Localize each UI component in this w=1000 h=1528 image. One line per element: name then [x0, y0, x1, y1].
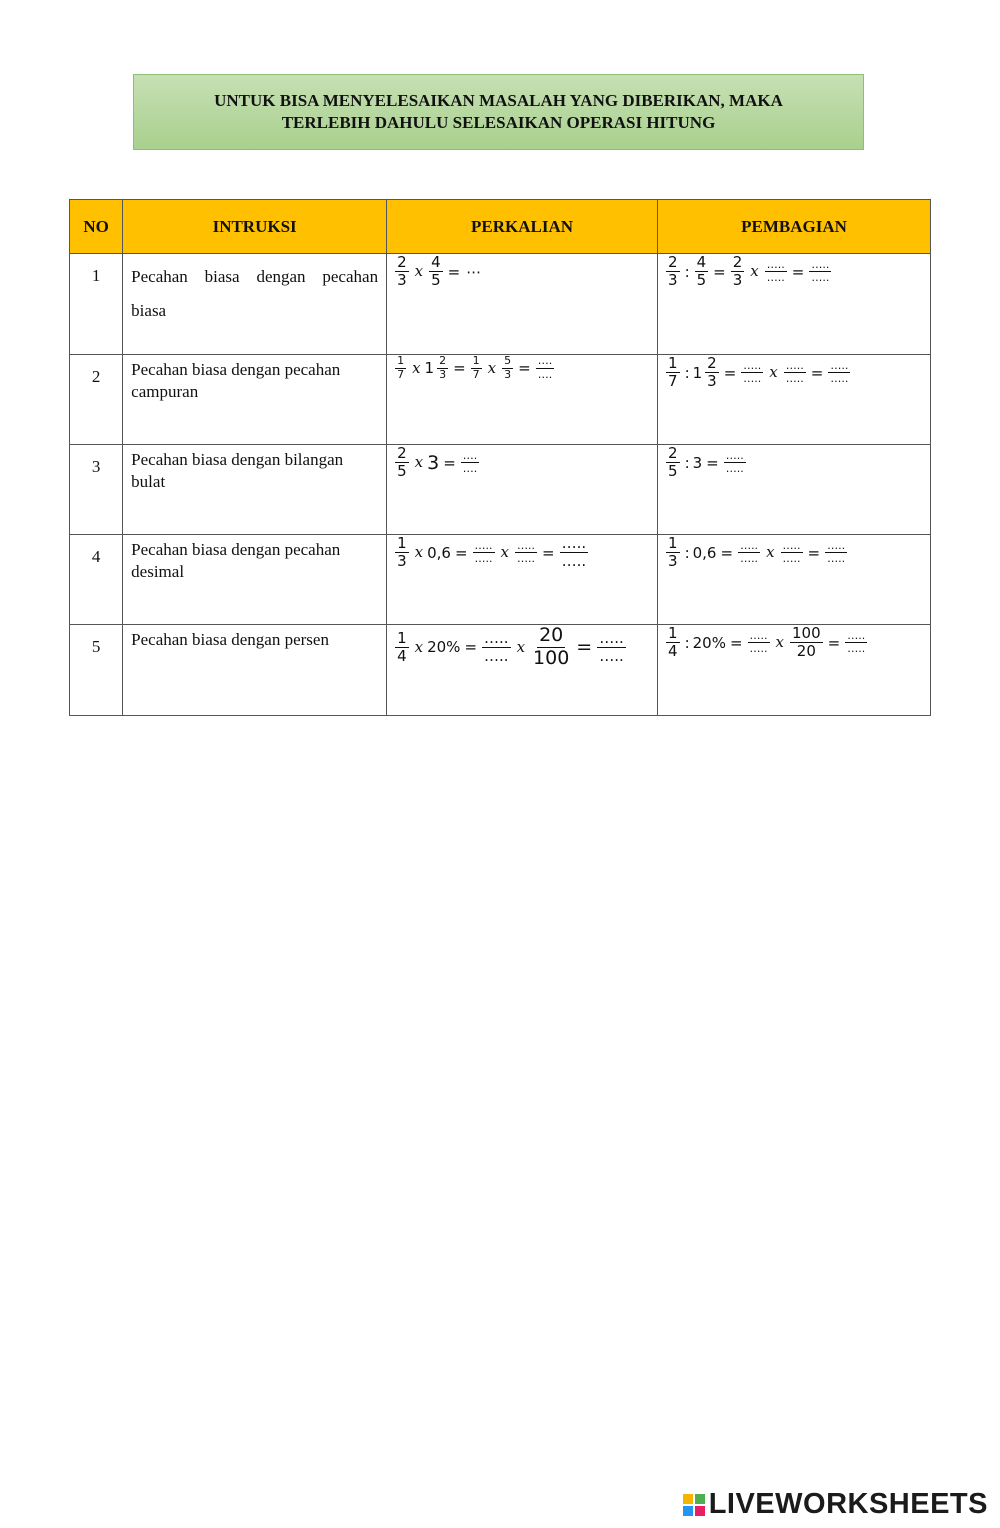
row-number: 2 [70, 355, 123, 445]
multiplication-cell: $\frac{2}{5}$ x 3 = …. …. [387, 445, 658, 535]
answer-fraction[interactable]: ….. ….. [847, 628, 866, 656]
row-number: 4 [70, 535, 123, 625]
answer-fraction[interactable]: ….. ….. [725, 448, 744, 476]
multiplication-cell: $\frac{1}{7}$ x 1 $\frac{2}{3}$ = $\frac{1}{7}$ x $\frac{5}{3}$ = …. …. [387, 355, 658, 445]
fraction: $\frac{1}{7}$ [668, 354, 678, 391]
fraction: $\frac{2}{3}$ [707, 354, 717, 391]
answer-fraction[interactable]: ….. ….. [785, 358, 804, 386]
answer-blank[interactable]: ⋯ [466, 262, 482, 281]
fraction: $\frac{1}{4}$ [668, 624, 678, 661]
row-instruction: Pecahan biasa dengan pecahan biasa [123, 254, 387, 355]
row-instruction: Pecahan biasa dengan persen [123, 625, 387, 716]
division-cell: $\frac{2}{3}$ : $\frac{4}{5}$ = $\frac{2}{3}$ x ….. ….. = ….. ….. [658, 254, 931, 355]
header-instruksi: INTRUKSI [123, 200, 387, 254]
answer-fraction[interactable]: ….. ….. [749, 628, 768, 656]
division-cell: $\frac{1}{7}$ : 1 $\frac{2}{3}$ = ….. ….. x ….. ….. = ….. ….. [658, 355, 931, 445]
answer-fraction[interactable]: …. …. [537, 354, 553, 381]
answer-fraction[interactable]: …. …. [462, 448, 478, 476]
row-instruction: Pecahan biasa dengan pecahan desimal [123, 535, 387, 625]
logo-square [695, 1494, 705, 1504]
logo-square [683, 1494, 693, 1504]
fraction: $\frac{1}{4}$ [397, 628, 407, 665]
fraction: $\frac{2}{3}$ [668, 253, 678, 290]
answer-fraction[interactable]: ….. ….. [474, 538, 493, 566]
row-number: 5 [70, 625, 123, 716]
fraction: $\frac{1}{7}$ [472, 354, 480, 381]
fraction: $\frac{4}{5}$ [696, 253, 707, 290]
multiplication-cell: $\frac{1}{3}$ x 0,6 = ….. ….. x ….. ….. = ….. ….. [387, 535, 658, 625]
header-pembagian: PEMBAGIAN [658, 200, 931, 254]
row-number: 1 [70, 254, 123, 355]
logo-text: LIVEWORKSHEETS [708, 1488, 988, 1520]
row-instruction: Pecahan biasa dengan pecahan campuran [123, 355, 387, 445]
instruction-banner [133, 74, 864, 150]
fraction: $\frac{4}{5}$ [431, 253, 441, 290]
fraction: $\frac{1}{7}$ [397, 354, 405, 381]
table-row [70, 254, 931, 355]
division-cell: $\frac{2}{5}$ : 3 = ….. ….. [658, 445, 931, 535]
row-instruction: Pecahan biasa dengan bilangan bulat [123, 445, 387, 535]
answer-fraction[interactable]: ….. ….. [766, 257, 785, 285]
fraction: $\frac{5}{3}$ [504, 354, 512, 381]
answer-fraction[interactable]: ….. ….. [561, 534, 587, 571]
fraction: $\frac{2}{3}$ [439, 354, 447, 381]
fraction: $\frac{100}{20}$ [792, 624, 821, 661]
answer-fraction[interactable]: ….. ….. [827, 538, 846, 566]
answer-fraction[interactable]: ….. ….. [782, 538, 801, 566]
answer-fraction[interactable]: ….. ….. [743, 358, 762, 386]
table-row [70, 625, 931, 716]
fraction: $\frac{20}{100}$ [533, 624, 570, 669]
division-cell: $\frac{1}{3}$ : 0,6 = ….. ….. x ….. ….. = ….. ….. [658, 535, 931, 625]
header-perkalian: PERKALIAN [387, 200, 658, 254]
liveworksheets-logo [683, 1488, 988, 1521]
table-row [70, 535, 931, 625]
answer-fraction[interactable]: ….. ….. [740, 538, 759, 566]
division-cell: $\frac{1}{4}$ : 20% = ….. ….. x $\frac{100}{20}$ = ….. ….. [658, 625, 931, 716]
logo-mark-icon [683, 1494, 705, 1516]
fraction: $\frac{1}{3}$ [397, 534, 407, 571]
row-number: 3 [70, 445, 123, 535]
answer-fraction[interactable]: ….. ….. [599, 628, 624, 665]
table-row [70, 445, 931, 535]
fraction: $\frac{2}{3}$ [732, 253, 743, 290]
multiplication-cell: $\frac{1}{4}$ x 20% = ….. ….. x $\frac{20}{100}$ = ….. ….. [387, 625, 658, 716]
fraction: $\frac{2}{5}$ [397, 444, 407, 481]
answer-fraction[interactable]: ….. ….. [830, 358, 849, 386]
banner-line-1: UNTUK BISA MENYELESAIKAN MASALAH YANG DIBERIKAN, MAKA [214, 91, 783, 110]
answer-fraction[interactable]: ….. ….. [811, 257, 830, 285]
table-row [70, 355, 931, 445]
fraction: $\frac{2}{5}$ [668, 444, 678, 481]
table-header-row [70, 200, 931, 254]
banner-line-2: TERLEBIH DAHULU SELESAIKAN OPERASI HITUNG [281, 113, 716, 132]
logo-square [695, 1506, 705, 1516]
header-no: NO [70, 200, 123, 254]
answer-fraction[interactable]: ….. ….. [517, 538, 535, 566]
fraction: $\frac{1}{3}$ [668, 534, 678, 571]
worksheet-table [69, 199, 931, 716]
logo-square [683, 1506, 693, 1516]
answer-fraction[interactable]: ….. ….. [484, 628, 509, 665]
multiplication-cell: $\frac{2}{3}$ x $\frac{4}{5}$ = ⋯ [387, 254, 658, 355]
fraction: $\frac{2}{3}$ [397, 253, 407, 290]
